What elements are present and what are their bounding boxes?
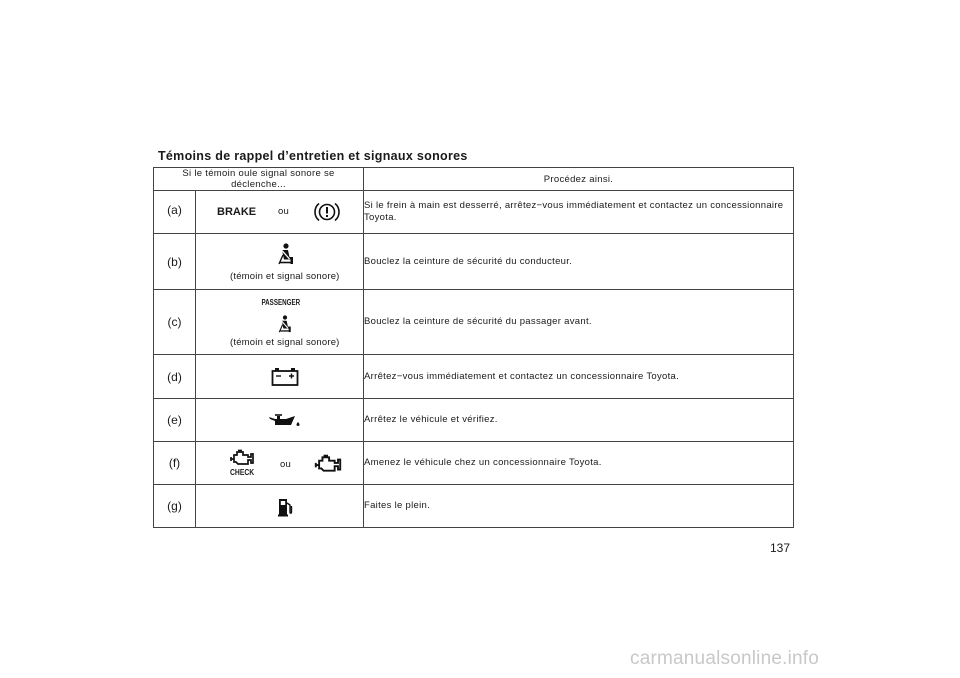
header-action: Procédez ainsi. [364,168,794,191]
engine-icon [314,454,342,474]
row-label: (d) [154,355,196,399]
row-label: (b) [154,234,196,290]
page-title: Témoins de rappel d’entretien et signaux sonores [158,149,468,163]
row-icons [196,191,364,234]
row-icons [196,234,364,290]
or-text: ou [278,206,289,217]
warning-light-table [153,167,794,528]
table-header [154,168,794,191]
engine-icon [230,449,254,467]
row-icons [196,485,364,528]
brake-warning-icon [314,200,340,224]
row-label: (c) [154,290,196,355]
fuel-pump-icon [277,497,293,517]
row-action: Bouclez la ceinture de sécurité du passager avant. [364,290,794,355]
table-row [154,399,794,442]
row-action: Si le frein à main est desserré, arrêtez−vous immédiatement et contactez un concessionnaire Toyota. [364,191,794,234]
row-action: Faites le plein. [364,485,794,528]
row-action: Bouclez la ceinture de sécurité du conducteur. [364,234,794,290]
row-label: (a) [154,191,196,234]
row-label: (e) [154,399,196,442]
row-label: (f) [154,442,196,485]
row-icons [196,355,364,399]
row-action: Arrêtez le véhicule et vérifiez. [364,399,794,442]
table-row [154,191,794,234]
battery-icon [271,367,299,387]
oil-can-icon [268,413,302,429]
row-note: (témoin et signal sonore) [230,337,340,348]
check-text: CHECK [230,467,255,477]
table-row [154,355,794,399]
row-note: (témoin et signal sonore) [230,271,340,282]
table-row [154,442,794,485]
header-trigger: Si le témoin oule signal sonore se déclenche... [154,168,364,191]
seatbelt-icon [277,243,295,265]
row-icons [196,442,364,485]
page-number: 137 [770,541,791,555]
or-text: ou [280,459,291,470]
table-row [154,290,794,355]
row-label: (g) [154,485,196,528]
row-action: Amenez le véhicule chez un concessionnaire Toyota. [364,442,794,485]
passenger-text: PASSENGER [261,298,301,307]
row-action: Arrêtez−vous immédiatement et contactez un concessionnaire Toyota. [364,355,794,399]
brake-text: BRAKE [217,206,257,218]
seatbelt-icon [277,315,293,333]
watermark: carmanualsonline.info [630,648,820,669]
row-icons [196,290,364,355]
row-icons [196,399,364,442]
table-row [154,485,794,528]
table-row [154,234,794,290]
